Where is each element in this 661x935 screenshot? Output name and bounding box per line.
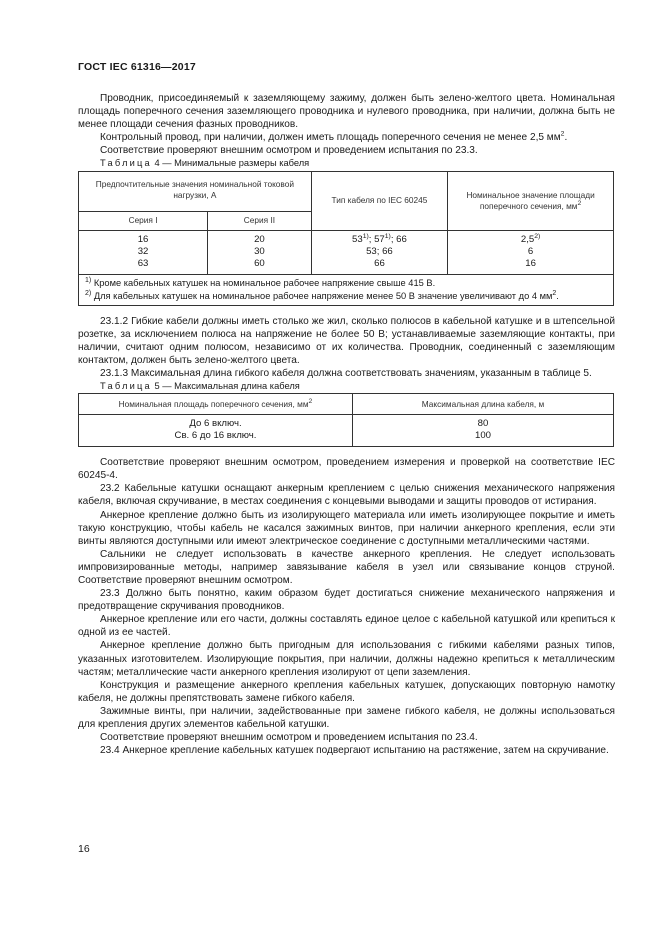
control-wire-text: Контрольный провод, при наличии, должен иметь площадь поперечного сечения не менее 2,5 мм [100, 132, 561, 144]
cell-text: 2,5 [520, 234, 535, 246]
table4-caption-prefix: Таблица [100, 158, 152, 169]
table4-cell: 63 [137, 258, 149, 270]
table5-head-length: Максимальная длина кабеля, м [353, 394, 614, 415]
footnote-ref: 1) [384, 232, 391, 240]
table4-head-area-text: Номинальное значение площади поперечного сечения, мм [466, 189, 595, 211]
paragraph-clamping-screws: Зажимные винты, при наличии, задействованные при замене гибкого кабеля, не должны использоваться для крепления других элементов кабельной катушки. [78, 705, 615, 730]
table5-caption [78, 380, 615, 393]
paragraph-23-2: 23.2 Кабельные катушки оснащают анкерным креплением с целью снижения механического напряжения кабеля, включая скручивание, в местах соединения с концевыми выводами и защиты проводов от истирания. [78, 483, 615, 508]
table5-head-area [79, 394, 353, 415]
paragraph-anchorage-rewinding: Конструкция и размещение анкерного крепления кабельных катушек, допускающих повторную намотку кабеля, не должны препятствовать замене гибкого кабеля. [78, 679, 615, 704]
table4-series1-values [79, 230, 208, 274]
table5-cell: Св. 6 до 16 включ. [174, 430, 257, 442]
paragraph-23-1-2: 23.1.2 Гибкие кабели должны иметь столько же жил, сколько полюсов в кабельной катушке и в штепсельной розетке, за исключением полюса на напряжение не более 50 В; устанавливаемые заземляющие контакты, при наличии, считают одним полюсом, независимо от их количества. Проводник, соединенный с заземляющим контактом, должен быть зелено-желтого цвета. [78, 315, 615, 366]
table5-area-values [79, 415, 353, 447]
standard-header: ГОСТ IEC 61316—2017 [78, 61, 196, 73]
paragraph-23-1-3: 23.1.3 Максимальная длина гибкого кабеля должна соответствовать значениям, указанным в таблице 5. [100, 367, 592, 379]
table4-cell: 20 [254, 234, 265, 246]
footnote-mark: 2) [85, 289, 92, 297]
footnote-1 [85, 277, 607, 290]
paragraph-23-3: 23.3 Должно быть понятно, каким образом будет достигаться снижение механического напряжения и предотвращение скручивания проводников. [78, 588, 615, 613]
cell-text: ; 66 [390, 234, 407, 246]
table4-type-values [311, 230, 447, 274]
table4-caption-title: 4 — Минимальные размеры кабеля [151, 158, 310, 169]
table4-cell: 30 [254, 246, 265, 258]
page-content [78, 92, 615, 757]
table5-cell: 100 [474, 430, 491, 442]
paragraph-anchorage-integral: Анкерное крепление или его части, должны составлять единое целое с кабельной катушкой или крепиться к одной из ее частей. [78, 614, 615, 639]
table4-cell: 66 [374, 258, 385, 270]
superscript: 2 [577, 199, 582, 207]
paragraph-compliance-23-3: Соответствие проверяют внешним осмотром и проведением испытания по 23.3. [100, 145, 478, 157]
paragraph-23-4: 23.4 Анкерное крепление кабельных катушек подвергают испытанию на растяжение, затем на скручивание. [100, 745, 609, 757]
table5-max-cable-length [78, 393, 614, 447]
table4-head-series2: Серия II [208, 211, 312, 230]
table5-cell: 80 [477, 418, 489, 430]
table4-cell: 60 [254, 258, 265, 270]
paragraph-conductor-color: Проводник, присоединяемый к заземляющему зажиму, должен быть зелено-желтого цвета. Номинальная площадь поперечного сечения заземляющего проводника и нулевого проводника, при наличии, должна быть не менее площади сечения фазных проводников. [78, 93, 615, 131]
paragraph-compliance-60245: Соответствие проверяют внешним осмотром, проведением измерения и проверкой на соответствие IEC 60245-4. [78, 457, 615, 482]
table5-caption-title: 5 — Максимальная длина кабеля [151, 381, 300, 392]
table4-head-type: Тип кабеля по IEC 60245 [311, 171, 447, 230]
table4-series2-values [208, 230, 312, 274]
footnote-text: Для кабельных катушек на номинальное рабочее напряжение менее 50 В значение увеличивают до 4 мм [93, 290, 553, 301]
page-number: 16 [78, 843, 90, 855]
paragraph-glands: Сальники не следует использовать в качестве анкерного крепления. Не следует использовать импровизированные методы, например завязывание кабеля в узел или связывание концов струной. Соответствие проверяют внешним осмотром. [78, 548, 615, 586]
table4-cell: 16 [137, 234, 149, 246]
table5-length-values [353, 415, 614, 447]
table4-cell: 6 [527, 246, 534, 258]
table4-area-values [448, 230, 614, 274]
paragraph-anchorage-material: Анкерное крепление должно быть из изолирующего материала или иметь изолирующее покрытие и иметь такую конструкцию, чтобы кабель не касался зажимных винтов, при наличии анкерного крепления, если эти винты являются доступными или имеют электрическое соединение с доступными металлическими частями. [78, 509, 615, 547]
cell-text: 53 [352, 234, 363, 246]
table4-head-series1: Серия I [79, 211, 208, 230]
superscript: 2 [308, 397, 313, 405]
table4-cell: 16 [525, 258, 536, 270]
superscript: 2 [560, 130, 565, 138]
paragraph-compliance-23-4: Соответствие проверяют внешним осмотром и проведением испытания по 23.4. [100, 732, 478, 744]
table5-caption-prefix: Таблица [100, 381, 152, 392]
table4-cell: 53; 66 [366, 246, 393, 258]
table4-cell: 32 [137, 246, 149, 258]
table4-cell [451, 234, 610, 246]
table4-head-preferred: Предпочтительные значения номинальной токовой нагрузки, А [79, 171, 312, 211]
table5-head-area-text: Номинальная площадь поперечного сечения, мм [118, 398, 309, 409]
table4-min-cable-sizes [78, 171, 614, 306]
footnote-mark: 1) [85, 276, 92, 284]
footnote-ref: 2) [534, 232, 541, 240]
footnote-2 [85, 290, 607, 303]
superscript: 2 [552, 289, 557, 297]
paragraph-control-wire [78, 131, 615, 144]
paragraph-anchorage-suitable: Анкерное крепление должно быть пригодным для использования с гибкими кабелями разных типов, указанных изготовителем. Изолирующие покрытия, при наличии, должны надежно крепиться к металлическим частям; металлические части анкерного крепления изолируют от цепи заземления. [78, 640, 615, 678]
footnote-text: Кроме кабельных катушек на номинальное рабочее напряжение свыше 415 В. [93, 277, 436, 288]
table5-cell: До 6 включ. [189, 418, 242, 430]
table4-caption [78, 157, 615, 170]
footnote-ref: 1) [362, 232, 369, 240]
table4-footnotes [79, 274, 614, 305]
period: . [556, 290, 559, 301]
cell-text: ; 57 [368, 234, 385, 246]
period: . [564, 132, 568, 144]
table4-cell [315, 234, 444, 246]
table4-head-area [448, 171, 614, 230]
